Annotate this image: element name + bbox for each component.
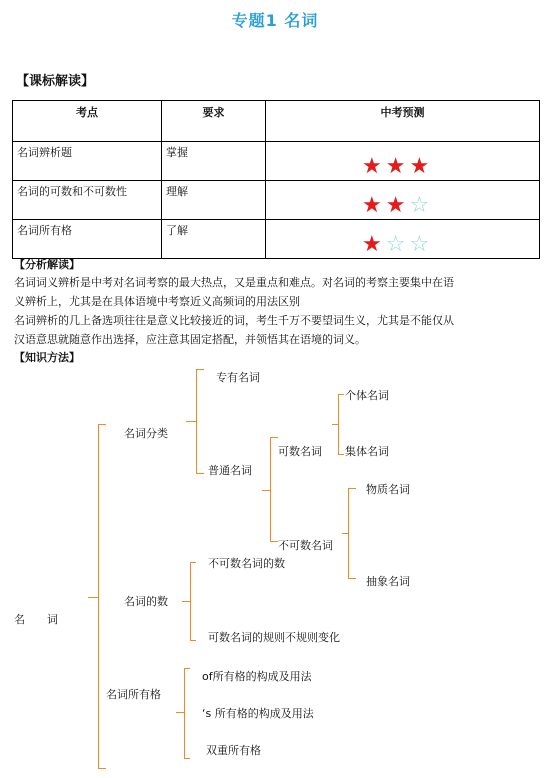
- mindmap-node-possessive: 名词所有格: [106, 688, 161, 701]
- table-header-cell: 要求: [162, 101, 266, 142]
- mindmap-brace: [190, 562, 191, 640]
- table-row: [13, 142, 540, 181]
- section-heading-analysis: 【分析解读】: [14, 258, 80, 271]
- mindmap-connector: [182, 601, 190, 602]
- mindmap-connector: [190, 562, 196, 563]
- mindmap-brace: [270, 437, 271, 541]
- star-filled-icon: ★: [362, 232, 386, 257]
- mindmap-connector: [338, 394, 344, 395]
- analysis-line: 名词辨析的几上备选项往往是意义比较接近的词，考生千万不要望词生义，尤其是不能仅从: [14, 314, 454, 327]
- mindmap-connector: [184, 668, 190, 669]
- mindmap-node-individual: 个体名词: [345, 389, 389, 402]
- requirement-cell: 了解: [162, 220, 266, 259]
- mindmap-connector: [184, 758, 190, 759]
- mindmap-node-double-possessive: 双重所有格: [206, 744, 261, 757]
- mindmap-node-number: 名词的数: [124, 595, 168, 608]
- mindmap-connector: [342, 533, 348, 534]
- star-filled-icon: ★: [409, 154, 434, 179]
- topic-cell: 名词所有格: [13, 220, 162, 259]
- mindmap-node-uncountable: 不可数名词: [278, 539, 333, 552]
- mindmap-connector: [176, 712, 184, 713]
- mindmap-connector: [190, 640, 196, 641]
- mindmap-connector: [270, 437, 278, 438]
- mindmap-node-of-possessive: of所有格的构成及用法: [202, 670, 312, 683]
- section-heading-methods: 【知识方法】: [14, 351, 80, 364]
- mindmap-node-material: 物质名词: [366, 483, 410, 496]
- rating-stars: [362, 156, 433, 178]
- mindmap-connector: [88, 597, 98, 598]
- mindmap-brace: [184, 668, 185, 758]
- prediction-cell: [266, 181, 540, 220]
- mindmap-brace: [98, 424, 99, 769]
- mindmap-node-abstract: 抽象名词: [366, 575, 410, 588]
- section-heading-standards: 【课标解读】: [16, 74, 95, 89]
- star-empty-icon: ☆: [385, 232, 410, 257]
- star-filled-icon: ★: [362, 193, 386, 218]
- mindmap-brace: [338, 394, 339, 454]
- page-title: 专题1 名词: [231, 11, 319, 30]
- mindmap-connector: [196, 369, 204, 370]
- mindmap-connector: [332, 424, 338, 425]
- mindmap-connector: [196, 473, 204, 474]
- mindmap-connector: [338, 454, 344, 455]
- star-empty-icon: ☆: [409, 193, 434, 218]
- mindmap-brace: [196, 369, 197, 473]
- analysis-line: 名词词义辨析是中考对名词考察的最大热点，又是重点和难点。对名词的考察主要集中在语: [14, 276, 454, 289]
- mindmap-connector: [186, 421, 196, 422]
- star-filled-icon: ★: [385, 154, 410, 179]
- star-filled-icon: ★: [362, 154, 386, 179]
- requirement-cell: 掌握: [162, 142, 266, 181]
- analysis-line: 汉语意思就随意作出选择，应注意其固定搭配，并领悟其在语境的词义。: [14, 333, 366, 346]
- mindmap-node-countable-rules: 可数名词的规则不规则变化: [208, 631, 340, 644]
- mindmap-node-uncountable-number: 不可数名词的数: [208, 557, 285, 570]
- requirement-cell: 理解: [162, 181, 266, 220]
- star-empty-icon: ☆: [409, 232, 434, 257]
- mindmap-connector: [270, 541, 278, 542]
- mindmap-node-proper: 专有名词: [216, 371, 260, 384]
- table-header-cell: 中考预测: [266, 101, 540, 142]
- mindmap-node-classification: 名词分类: [124, 427, 168, 440]
- mindmap-node-common: 普通名词: [208, 464, 252, 477]
- rating-stars: [362, 234, 433, 256]
- topic-cell: 名词辨析题: [13, 142, 162, 181]
- mindmap-connector: [348, 578, 356, 579]
- mindmap-brace: [348, 488, 349, 578]
- mindmap-node-s-possessive: ‘s 所有格的构成及用法: [202, 707, 314, 720]
- table-header-row: [13, 101, 540, 142]
- standards-table: [12, 100, 540, 259]
- analysis-line: 义辨析上，尤其是在具体语境中考察近义高频词的用法区别: [14, 295, 300, 308]
- mindmap-connector: [98, 768, 106, 769]
- table-header-cell: 考点: [13, 101, 162, 142]
- topic-cell: 名词的可数和不可数性: [13, 181, 162, 220]
- rating-stars: [362, 195, 433, 217]
- prediction-cell: [266, 220, 540, 259]
- mindmap-connector: [348, 488, 356, 489]
- star-filled-icon: ★: [385, 193, 410, 218]
- table-row: [13, 220, 540, 259]
- mindmap-root: 名 词: [14, 613, 58, 626]
- table-row: [13, 181, 540, 220]
- prediction-cell: [266, 142, 540, 181]
- mindmap-node-countable: 可数名词: [278, 445, 322, 458]
- mindmap-node-collective: 集体名词: [345, 445, 389, 458]
- mindmap-connector: [98, 424, 106, 425]
- mindmap-connector: [262, 490, 270, 491]
